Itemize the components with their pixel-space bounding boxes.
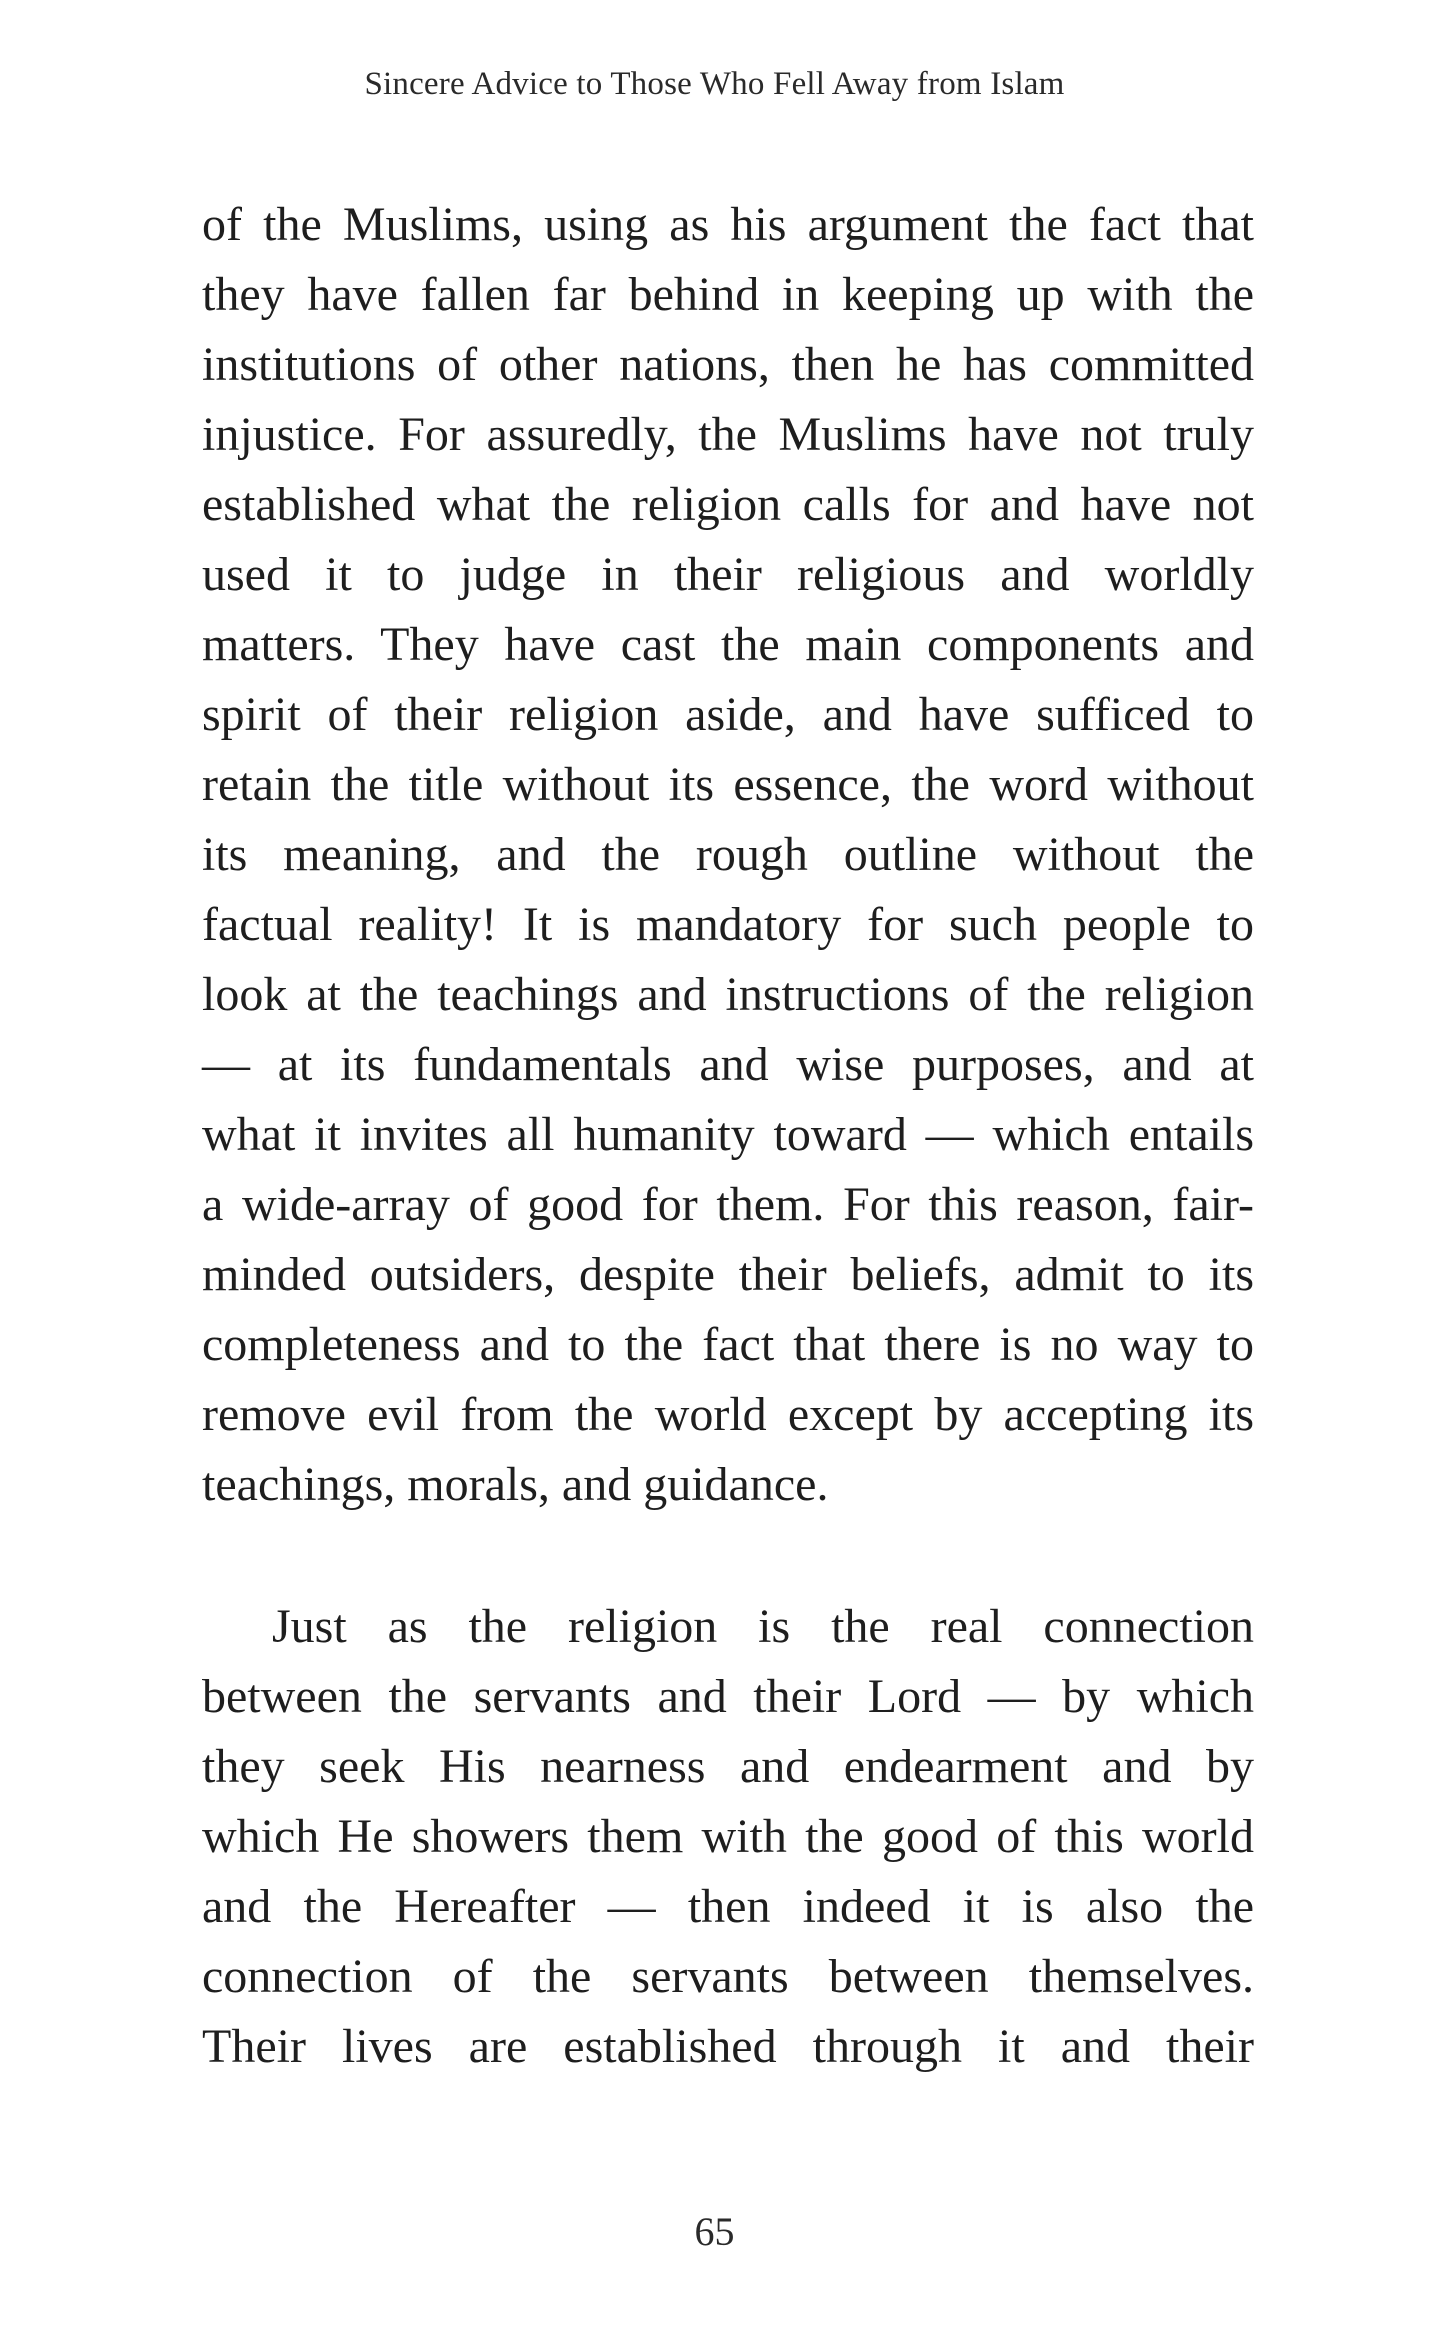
text-line: remove evil from the world except by accepting its [202,1388,1254,1441]
text-line: used it to judge in their religious and worldly [202,548,1254,601]
text-line: its meaning, and the rough outline without the [202,828,1254,881]
running-header: Sincere Advice to Those Who Fell Away from Islam [364,66,1065,102]
text-line: a wide-array of good for them. For this reason, fair- [202,1178,1254,1231]
text-line: institutions of other nations, then he has committed [202,338,1254,391]
text-line: injustice. For assuredly, the Muslims have not truly [202,408,1254,461]
text-line: between the servants and their Lord — by which [202,1670,1254,1723]
page-number: 65 [694,2209,735,2254]
text-line: they have fallen far behind in keeping up with the [202,268,1254,321]
text-line: matters. They have cast the main components and [202,618,1254,671]
text-line: spirit of their religion aside, and have sufficed to [202,688,1254,741]
text-line: and the Hereafter — then indeed it is also the [202,1880,1254,1933]
text-line: they seek His nearness and endearment and by [202,1740,1254,1793]
paragraph-1 [202,190,1254,1520]
text-line: factual reality! It is mandatory for such people to [202,898,1254,951]
text-line: connection of the servants between themselves. [202,1950,1254,2003]
text-line: of the Muslims, using as his argument the fact that [202,198,1254,251]
text-line: Their lives are established through it and their [202,2020,1254,2073]
paragraph-2 [202,1592,1254,2082]
text-line: look at the teachings and instructions of the religion [202,968,1254,1021]
text-line: what it invites all humanity toward — which entails [202,1108,1254,1161]
text-line: which He showers them with the good of this world [202,1810,1254,1863]
text-line: — at its fundamentals and wise purposes, and at [202,1038,1254,1091]
text-line: teachings, morals, and guidance. [202,1458,829,1511]
text-line: Just as the religion is the real connection [272,1600,1254,1653]
text-line: completeness and to the fact that there is no way to [202,1318,1254,1371]
text-line: minded outsiders, despite their beliefs, admit to its [202,1248,1254,1301]
text-line: retain the title without its essence, the word without [202,758,1254,811]
text-line: established what the religion calls for and have not [202,478,1254,531]
